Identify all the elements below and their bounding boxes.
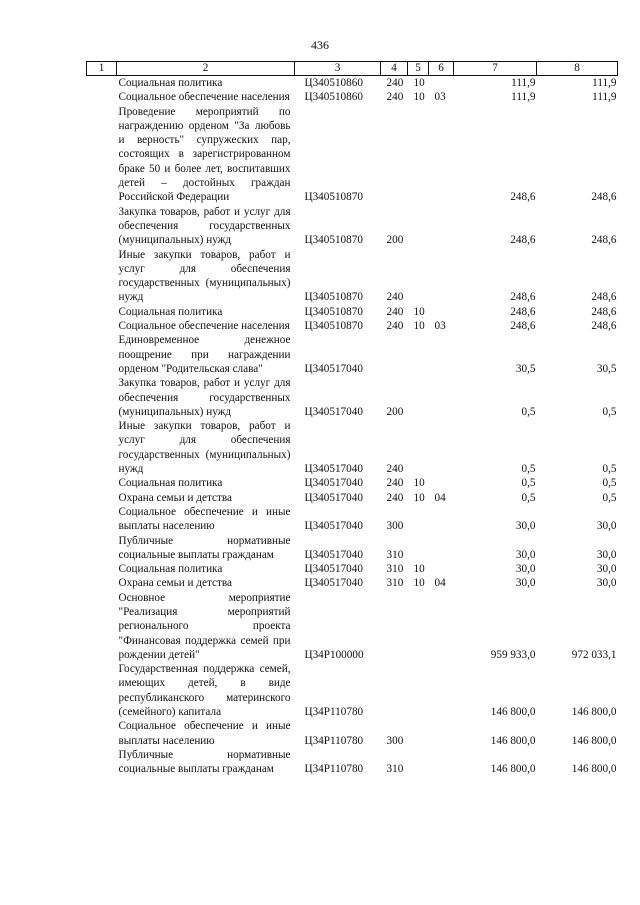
row-code: Ц340517040 (304, 577, 363, 590)
row-c6 (429, 505, 454, 534)
row-c5: 10 (413, 563, 425, 576)
row-code: Ц340517040 (304, 548, 363, 561)
table-row (87, 748, 618, 777)
row-spacer-cell (87, 205, 117, 248)
row-c6 (429, 591, 454, 662)
row-code: Ц340510860 (304, 77, 363, 89)
row-value-8: 30,0 (596, 548, 617, 561)
row-value-7: 248,6 (510, 191, 536, 204)
row-c6 (429, 305, 454, 319)
row-name: Государственная поддержка семей, имеющих детей, в виде республиканского материнского (семейного) капитала (118, 663, 291, 719)
row-c5 (408, 248, 429, 305)
row-value-7: 30,5 (515, 362, 536, 375)
column-header: 2 (117, 62, 295, 76)
row-name: Охрана семьи и детства (118, 491, 232, 504)
row-c5: 10 (413, 91, 425, 104)
row-spacer-cell (87, 576, 117, 590)
table-row (87, 333, 618, 376)
table-row (87, 90, 618, 104)
page-number: 436 (311, 38, 329, 52)
row-spacer-cell (87, 491, 117, 505)
row-spacer-cell (87, 476, 117, 490)
budget-table (86, 61, 618, 777)
table-row (87, 419, 618, 476)
row-spacer-cell (87, 419, 117, 476)
row-code: Ц340517040 (304, 491, 363, 504)
row-spacer-cell (87, 562, 117, 576)
row-value-7: 959 933,0 (490, 648, 536, 661)
row-name: Социальная политика (118, 563, 223, 576)
row-c6: 04 (434, 577, 446, 590)
row-spacer-cell (87, 305, 117, 319)
row-c6 (429, 105, 454, 205)
row-c6 (429, 333, 454, 376)
row-c4: 240 (386, 491, 404, 504)
column-header: 4 (381, 62, 408, 76)
row-spacer-cell (87, 319, 117, 333)
row-c6 (429, 719, 454, 748)
row-code: Ц340517040 (304, 563, 363, 576)
row-c5 (408, 748, 429, 777)
row-c6 (429, 76, 454, 91)
row-name: Социальное обеспечение населения (118, 91, 290, 104)
row-c6 (429, 662, 454, 719)
row-spacer-cell (87, 333, 117, 376)
row-c5: 10 (413, 491, 425, 504)
row-code: Ц340517040 (304, 477, 363, 490)
row-c5 (408, 719, 429, 748)
row-c6 (429, 248, 454, 305)
row-spacer-cell (87, 76, 117, 91)
row-code: Ц340510870 (304, 320, 363, 333)
row-value-7: 30,0 (515, 520, 536, 533)
row-c4: 240 (386, 91, 404, 104)
row-c6 (429, 562, 454, 576)
row-name: Иные закупки товаров, работ и услуг для обеспечения государственных (муниципальных) нужд (118, 248, 291, 304)
row-c5 (408, 505, 429, 534)
row-c5 (408, 419, 429, 476)
row-c6 (429, 376, 454, 419)
row-name: Основное мероприятие "Реализация мероприятий регионального проекта "Финансовая поддержка семей при рождении детей" (118, 591, 291, 661)
row-spacer-cell (87, 505, 117, 534)
row-name: Социальная политика (118, 77, 223, 89)
row-c5: 10 (413, 477, 425, 490)
row-value-8: 0,5 (602, 405, 617, 418)
row-value-7: 0,5 (521, 405, 536, 418)
row-code: Ц340510860 (304, 91, 363, 104)
row-value-7: 248,6 (510, 234, 536, 247)
table-row (87, 248, 618, 305)
row-c4: 240 (386, 320, 404, 333)
row-c6 (429, 534, 454, 563)
row-value-7: 0,5 (521, 477, 536, 490)
row-name: Иные закупки товаров, работ и услуг для обеспечения государственных (муниципальных) нужд (118, 420, 291, 476)
row-value-8: 248,6 (591, 320, 617, 333)
row-c4: 240 (386, 77, 404, 89)
row-name: Закупка товаров, работ и услуг для обеспечения государственных (муниципальных) нужд (118, 205, 291, 247)
row-c5 (408, 205, 429, 248)
table-row (87, 562, 618, 576)
row-code: Ц340510870 (304, 234, 363, 247)
row-name: Социальное обеспечение и иные выплаты населению (118, 720, 291, 747)
column-header: 8 (537, 62, 618, 76)
table-row (87, 476, 618, 490)
row-value-7: 30,0 (515, 577, 536, 590)
row-c4: 200 (386, 234, 404, 247)
table-row (87, 76, 618, 91)
row-code: Ц34Р110780 (304, 706, 364, 719)
row-c4: 240 (386, 305, 404, 318)
row-value-8: 972 033,1 (571, 648, 617, 661)
row-c4: 310 (386, 563, 404, 576)
row-code: Ц34Р110780 (304, 763, 364, 776)
row-value-7: 111,9 (511, 77, 536, 89)
row-name: Охрана семьи и детства (118, 577, 232, 590)
row-c6: 04 (434, 491, 446, 504)
table-row (87, 505, 618, 534)
row-c5: 10 (413, 320, 425, 333)
row-value-8: 30,0 (596, 577, 617, 590)
row-value-8: 248,6 (591, 291, 617, 304)
row-c4: 200 (386, 405, 404, 418)
table-row (87, 534, 618, 563)
row-value-7: 0,5 (521, 491, 536, 504)
row-code: Ц34Р110780 (304, 734, 364, 747)
table-row (87, 319, 618, 333)
table-row (87, 591, 618, 662)
table-row (87, 205, 618, 248)
row-c6 (429, 205, 454, 248)
row-spacer-cell (87, 591, 117, 662)
row-c4 (381, 105, 408, 205)
row-name: Социальное обеспечение населения (118, 320, 290, 333)
row-code: Ц340517040 (304, 405, 363, 418)
row-code: Ц340517040 (304, 362, 363, 375)
row-value-8: 248,6 (591, 305, 617, 318)
row-spacer-cell (87, 534, 117, 563)
row-c5: 10 (413, 305, 425, 318)
row-name: Социальная политика (118, 477, 223, 490)
row-c6 (429, 748, 454, 777)
row-c5: 10 (413, 577, 425, 590)
row-name: Публичные нормативные социальные выплаты гражданам (118, 534, 291, 561)
row-value-8: 0,5 (602, 491, 617, 504)
row-value-7: 248,6 (510, 320, 536, 333)
row-name: Проведение мероприятий по награждению орденом "За любовь и верность" супружеских пар, состоящих в зарегистрированном браке 50 и более лет, воспитавших детей – достойных граждан Российской Федерации (118, 105, 291, 204)
row-code: Ц340510870 (304, 191, 363, 204)
table-row (87, 305, 618, 319)
row-value-7: 248,6 (510, 291, 536, 304)
row-c4: 240 (386, 291, 404, 304)
row-value-8: 146 800,0 (571, 706, 617, 719)
table-row (87, 491, 618, 505)
row-spacer-cell (87, 376, 117, 419)
table-row (87, 576, 618, 590)
row-value-8: 248,6 (591, 234, 617, 247)
row-value-8: 30,5 (596, 362, 617, 375)
column-header: 7 (454, 62, 537, 76)
row-value-8: 30,0 (596, 520, 617, 533)
row-c4 (381, 662, 408, 719)
row-c6 (429, 419, 454, 476)
row-value-8: 146 800,0 (571, 763, 617, 776)
row-c5 (408, 662, 429, 719)
column-number-header (87, 62, 618, 76)
row-spacer-cell (87, 90, 117, 104)
row-value-8: 0,5 (602, 477, 617, 490)
row-c6: 03 (434, 91, 446, 104)
row-c4 (381, 333, 408, 376)
row-name: Социальное обеспечение и иные выплаты населению (118, 505, 291, 533)
row-code: Ц340510870 (304, 305, 363, 318)
row-name: Публичные нормативные социальные выплаты гражданам (118, 748, 291, 776)
row-c5 (408, 376, 429, 419)
row-value-8: 111,9 (592, 91, 617, 104)
row-c4: 240 (386, 477, 404, 490)
row-spacer-cell (87, 748, 117, 777)
row-value-7: 146 800,0 (490, 734, 536, 747)
row-value-7: 248,6 (510, 305, 536, 318)
table-row (87, 105, 618, 205)
row-name: Единовременное денежное поощрение при награждении орденом "Родительская слава" (118, 334, 291, 375)
row-c5 (408, 591, 429, 662)
column-header: 3 (295, 62, 381, 76)
row-spacer-cell (87, 662, 117, 719)
table-row (87, 662, 618, 719)
column-header: 5 (408, 62, 429, 76)
row-c4: 240 (386, 463, 404, 476)
row-c4: 310 (386, 763, 404, 776)
row-c5: 10 (413, 77, 425, 89)
row-c4: 300 (386, 734, 404, 747)
row-spacer-cell (87, 248, 117, 305)
row-value-8: 111,9 (592, 77, 617, 89)
row-value-7: 30,0 (515, 563, 536, 576)
row-c4: 310 (386, 577, 404, 590)
row-spacer-cell (87, 719, 117, 748)
column-header: 6 (429, 62, 454, 76)
table-row (87, 376, 618, 419)
row-name: Социальная политика (118, 305, 223, 318)
row-code: Ц34Р100000 (304, 648, 364, 661)
row-c4: 310 (386, 548, 404, 561)
row-value-8: 0,5 (602, 463, 617, 476)
row-c6 (429, 476, 454, 490)
row-value-7: 146 800,0 (490, 706, 536, 719)
row-code: Ц340510870 (304, 291, 363, 304)
row-value-7: 111,9 (511, 91, 536, 104)
row-value-8: 30,0 (596, 563, 617, 576)
column-header: 1 (87, 62, 117, 76)
row-c5 (408, 534, 429, 563)
row-c5 (408, 105, 429, 205)
row-c6: 03 (434, 320, 446, 333)
row-name: Закупка товаров, работ и услуг для обеспечения государственных (муниципальных) нужд (118, 377, 291, 418)
row-code: Ц340517040 (304, 520, 363, 533)
row-c5 (408, 333, 429, 376)
row-value-8: 146 800,0 (571, 734, 617, 747)
row-value-8: 248,6 (591, 191, 617, 204)
row-spacer-cell (87, 105, 117, 205)
table-row (87, 719, 618, 748)
row-value-7: 30,0 (515, 548, 536, 561)
row-value-7: 0,5 (521, 463, 536, 476)
row-c4 (381, 591, 408, 662)
row-c4: 300 (386, 520, 404, 533)
row-code: Ц340517040 (304, 463, 363, 476)
row-value-7: 146 800,0 (490, 763, 536, 776)
